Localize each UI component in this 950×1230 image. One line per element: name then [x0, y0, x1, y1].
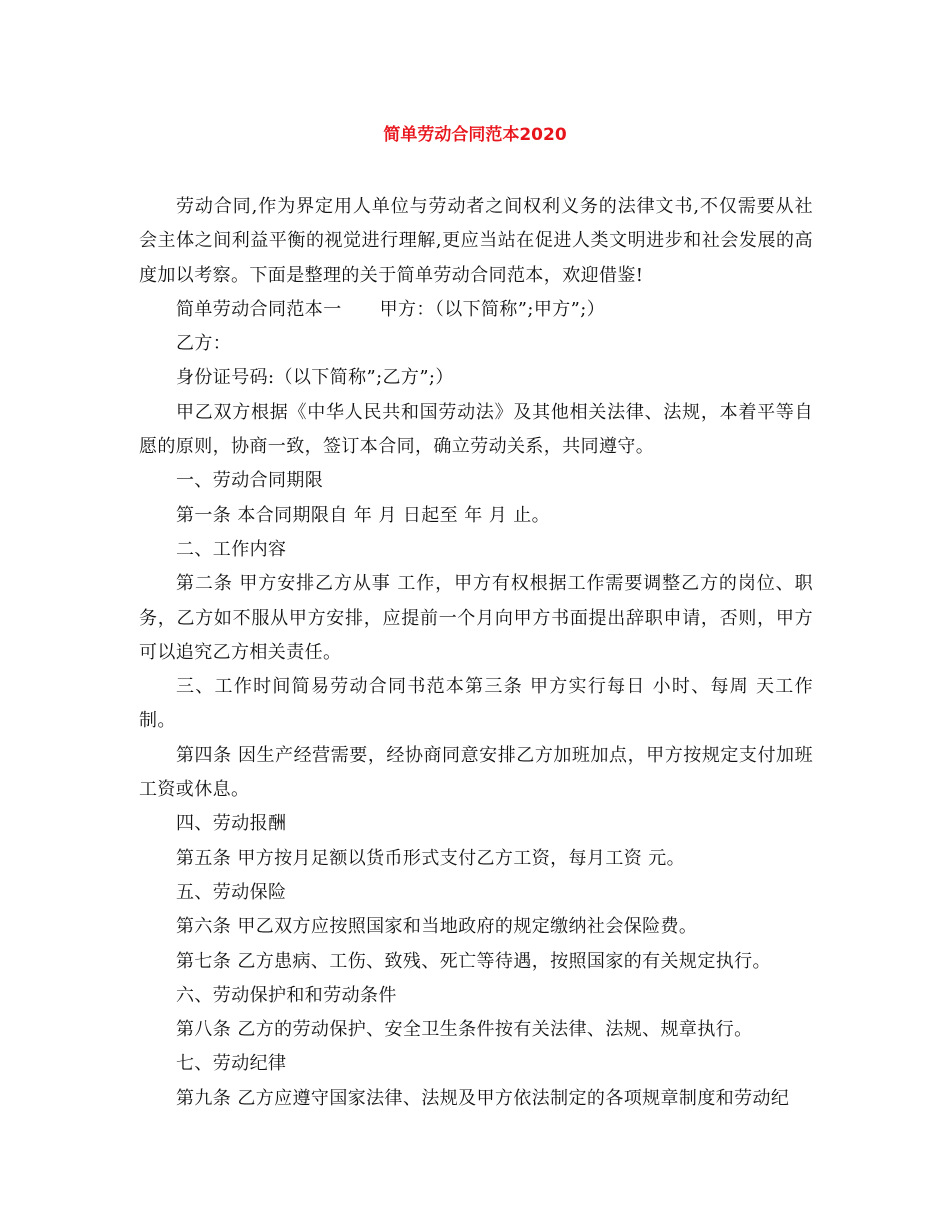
party-a-line	[139, 293, 813, 327]
section-heading-work-content: 二、工作内容	[176, 538, 287, 560]
article-5: 第五条 甲方按月足额以货币形式支付乙方工资，每月工资 元。	[176, 847, 686, 869]
section-heading-insurance: 五、劳动保险	[176, 881, 287, 903]
party-b-line: 乙方：	[176, 333, 232, 355]
article-6: 第六条 甲乙双方应按照国家和当地政府的规定缴纳社会保险费。	[176, 916, 698, 938]
section-heading-term: 一、劳动合同期限	[176, 470, 324, 492]
article-4: 第四条 因生产经营需要，经协商同意安排乙方加班加点，甲方按规定支付加班工资或休息。	[139, 744, 813, 801]
intro-paragraph: 劳动合同,作为界定用人单位与劳动者之间权利义务的法律文书,不仅需要从社会主体之间利益平衡的视觉进行理解,更应当站在促进人类文明进步和社会发展的高度加以考察。下面是整理的关于简单劳动合同范本，欢迎借鉴!	[139, 196, 813, 286]
section-heading-discipline: 七、劳动纪律	[176, 1053, 287, 1075]
article-9: 第九条 乙方应遵守国家法律、法规及甲方依法制定的各项规章制度和劳动纪	[176, 1087, 790, 1109]
party-a-text: 甲方：（以下简称”;甲方”;）	[379, 298, 606, 320]
sample-label: 简单劳动合同范本一	[176, 298, 342, 320]
document-body	[139, 190, 813, 1116]
article-1: 第一条 本合同期限自 年 月 日起至 年 月 止。	[176, 504, 551, 526]
preamble-paragraph: 甲乙双方根据《中华人民共和国劳动法》及其他相关法律、法规，本着平等自愿的原则，协商一致，签订本合同，确立劳动关系，共同遵守。	[139, 401, 813, 458]
document-title: 简单劳动合同范本2020	[383, 125, 567, 145]
section-heading-remuneration: 四、劳动报酬	[176, 813, 287, 835]
id-number-line: 身份证号码:（以下简称”;乙方”;）	[176, 367, 454, 389]
article-8: 第八条 乙方的劳动保护、安全卫生条件按有关法律、法规、规章执行。	[176, 1019, 753, 1041]
article-2: 第二条 甲方安排乙方从事 工作，甲方有权根据工作需要调整乙方的岗位、职务，乙方如不服从甲方安排，应提前一个月向甲方书面提出辞职申请，否则，甲方可以追究乙方相关责任。	[139, 573, 813, 663]
article-3: 三、工作时间简易劳动合同书范本第三条 甲方实行每日 小时、每周 天工作制。	[139, 676, 813, 732]
article-7: 第七条 乙方患病、工伤、致残、死亡等待遇，按照国家的有关规定执行。	[176, 950, 771, 972]
section-heading-protection: 六、劳动保护和和劳动条件	[176, 984, 397, 1006]
